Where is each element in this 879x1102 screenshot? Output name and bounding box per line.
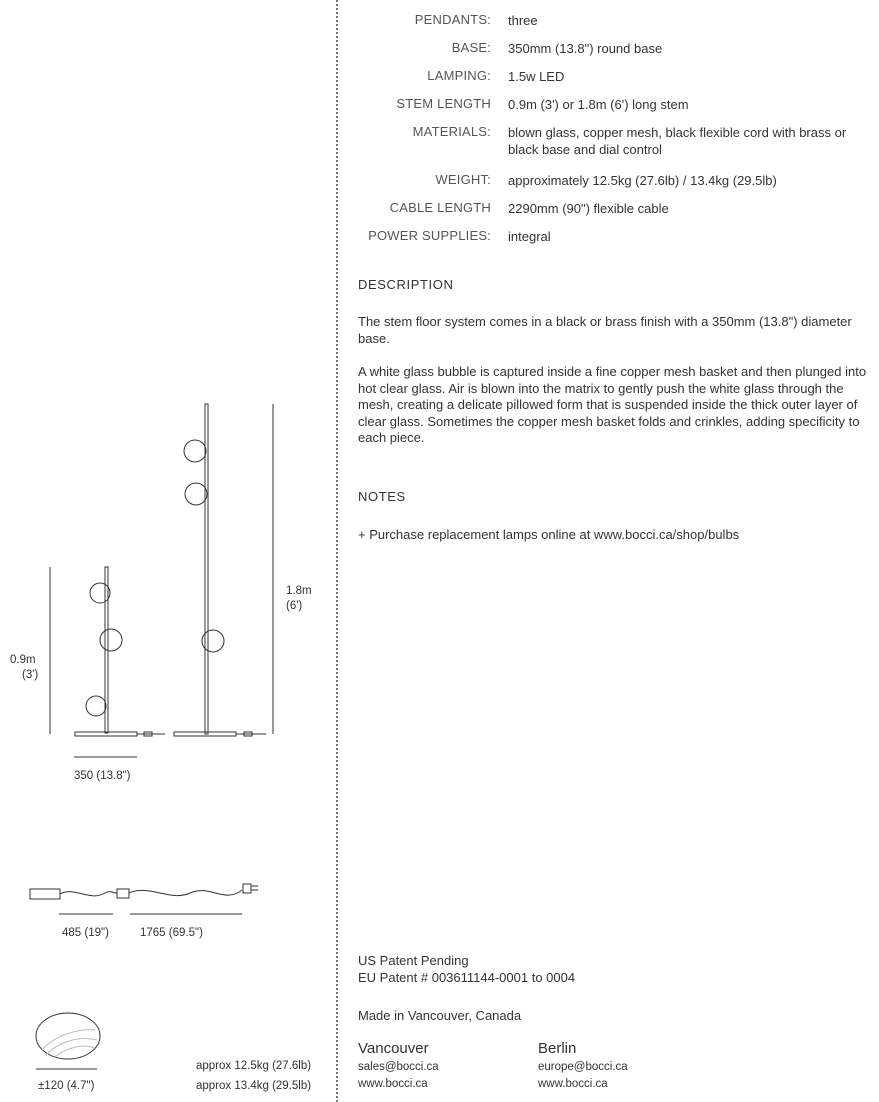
spec-label-cable-length: CABLE LENGTH: [389, 200, 491, 215]
spec-label-lamping: LAMPING:: [427, 68, 491, 83]
spec-label-materials: MATERIALS:: [412, 124, 491, 139]
patent-eu: EU Patent # 003611144-0001 to 0004: [358, 970, 576, 985]
spec-label-stem-length: STEM LENGTH: [396, 96, 491, 111]
spec-value-power-supplies: integral: [508, 229, 551, 244]
spec-label-power-supplies: POWER SUPPLIES:: [368, 228, 491, 243]
short-height-label: 0.9m: [10, 654, 36, 666]
spec-value-weight: approximately 12.5kg (27.6lb) / 13.4kg (29.5lb): [508, 173, 777, 188]
office-berlin-city: Berlin: [538, 1040, 577, 1057]
spec-value-stem-length: 0.9m (3') or 1.8m (6') long stem: [508, 97, 689, 112]
spec-value-lamping: 1.5w LED: [508, 69, 565, 84]
pendant-detail-outline: [36, 1013, 100, 1059]
base-width-label: 350 (13.8"): [74, 770, 131, 782]
cable-dial: [117, 889, 129, 898]
short-height-imperial-label: (3'): [22, 669, 39, 681]
spec-value-pendants: three: [508, 13, 538, 28]
office-berlin-email[interactable]: europe@bocci.ca: [538, 1061, 628, 1073]
cable-base-end: [30, 889, 60, 899]
cable-seg2-label: 1765 (69.5"): [140, 927, 203, 939]
pendant-detail-mesh: [42, 1030, 95, 1050]
description-paragraph-1: The stem floor system comes in a black or brass finish with a 350mm (13.8") diameter base.: [358, 314, 852, 346]
spec-label-base: BASE:: [451, 40, 491, 55]
spec-value-materials: blown glass, copper mesh, black flexible cord with brass or black base and dial control: [508, 125, 847, 157]
tall-height-imperial-label: (6'): [286, 600, 303, 612]
office-vancouver-email[interactable]: sales@bocci.ca: [358, 1061, 439, 1073]
tall-height-label: 1.8m: [286, 585, 312, 597]
office-berlin-web[interactable]: www.bocci.ca: [538, 1078, 608, 1090]
tall-lamp-pendant-1: [184, 440, 206, 462]
office-vancouver-web[interactable]: www.bocci.ca: [358, 1078, 428, 1090]
short-lamp-pendant-2: [100, 629, 122, 651]
spec-value-cable-length: 2290mm (90") flexible cable: [508, 201, 669, 216]
cable-plug: [243, 884, 251, 893]
weight-tall-label: approx 13.4kg (29.5lb): [196, 1080, 312, 1092]
short-lamp-pendant-3: [86, 696, 106, 716]
spec-value-base: 350mm (13.8") round base: [508, 41, 663, 56]
spec-label-weight: WEIGHT:: [435, 172, 491, 187]
spec-label-pendants: PENDANTS:: [414, 12, 491, 27]
notes-heading: NOTES: [358, 489, 406, 504]
description-heading: DESCRIPTION: [358, 277, 454, 292]
office-vancouver-city: Vancouver: [358, 1040, 429, 1057]
patent-us: US Patent Pending: [358, 953, 469, 968]
pendant-size-label: ±120 (4.7"): [38, 1080, 95, 1092]
cable-seg1-label: 485 (19"): [62, 927, 109, 939]
notes-item: + Purchase replacement lamps online at www.bocci.ca/shop/bulbs: [358, 527, 740, 542]
tall-lamp-pendant-2: [185, 483, 207, 505]
weight-short-label: approx 12.5kg (27.6lb): [196, 1060, 312, 1072]
description-paragraph-2: A white glass bubble is captured inside a fine copper mesh basket and then plunged into hot clear glass. Air is blown into the matrix to gently push the white glass through the mesh, creating a delicate pillowed form that is suspended inside the thick outer layer of clear glass. Sometimes the copper mesh basket folds and crinkles, adding specificity to each piece.: [358, 364, 867, 446]
cable-segment-1: [60, 892, 117, 896]
cable-segment-2: [129, 890, 242, 896]
made-in: Made in Vancouver, Canada: [358, 1008, 522, 1023]
